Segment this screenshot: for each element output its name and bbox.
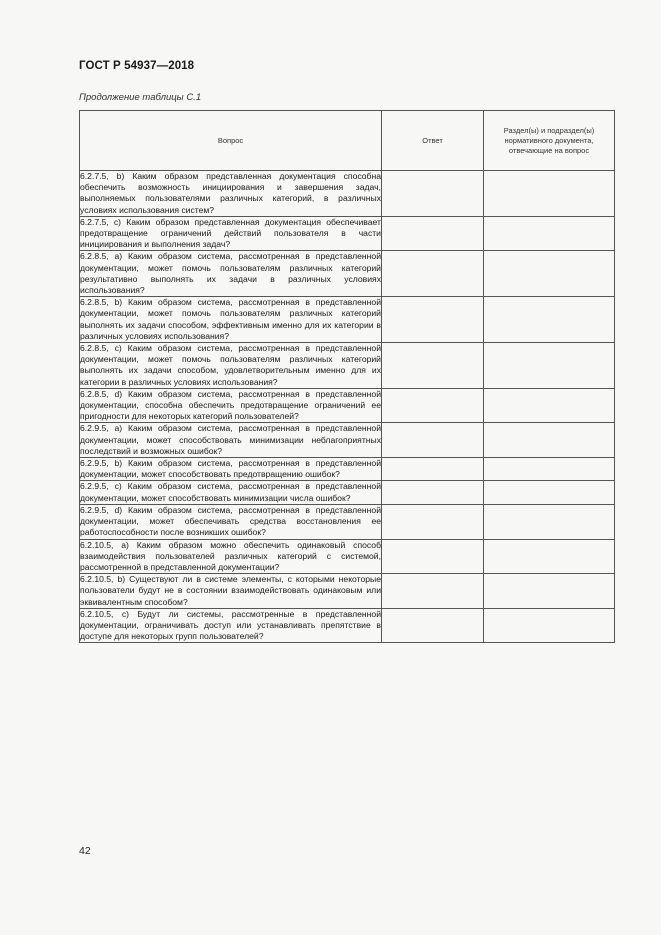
table-row	[80, 297, 615, 343]
question-cell: 6.2.8.5, d) Каким образом система, рассмотренная в представленной документации, способна обеспечить предотвращение ограничений ее пригодности для некоторых категорий пользователей?	[80, 388, 381, 422]
reference-cell[interactable]	[484, 251, 615, 297]
table-body	[80, 171, 615, 643]
question-cell: 6.2.10.5, a) Каким образом можно обеспечить одинаковый способ взаимодействия пользователей различных категорий с системой, рассмотренной в представленной документации?	[80, 539, 381, 572]
table-row	[80, 216, 615, 251]
table-row	[80, 458, 615, 481]
reference-cell[interactable]	[484, 504, 615, 539]
reference-cell[interactable]	[484, 481, 615, 504]
answer-cell[interactable]	[382, 343, 484, 389]
reference-cell[interactable]	[484, 297, 615, 343]
question-cell: 6.2.10.5, b) Существуют ли в системе элементы, с которыми некоторые пользователи будут не в состоянии взаимодействовать одинаковым или эквивалентным способом?	[80, 574, 381, 607]
answer-cell[interactable]	[382, 297, 484, 343]
answer-cell[interactable]	[382, 423, 484, 458]
reference-cell[interactable]	[484, 343, 615, 389]
answer-cell[interactable]	[382, 504, 484, 539]
reference-cell[interactable]	[484, 423, 615, 458]
reference-cell[interactable]	[484, 388, 615, 423]
question-cell: 6.2.9.5, a) Каким образом система, рассмотренная в представленной документации, может способствовать минимизации неблагоприятных последствий и возможных ошибок?	[80, 423, 381, 456]
answer-cell[interactable]	[382, 251, 484, 297]
document-title: ГОСТ Р 54937—2018	[79, 60, 195, 72]
answer-cell[interactable]	[382, 481, 484, 504]
answer-cell[interactable]	[382, 458, 484, 481]
question-cell: 6.2.9.5, c) Каким образом система, рассмотренная в представленной документации, может способствовать минимизации числа ошибок?	[80, 481, 381, 503]
table-row	[80, 423, 615, 458]
question-cell: 6.2.8.5, c) Каким образом система, рассмотренная в представленной документации, может помочь пользователям различных категорий выполнять их задачи способом, удовлетворительным именно для их категории в различных условиях использования?	[80, 343, 381, 387]
question-cell: 6.2.8.5, b) Каким образом система, рассмотренная в представленной документации, может помочь пользователям различных категорий выполнять их задачи способом, эффективным именно для их категории в различных условиях использования?	[80, 297, 381, 341]
table-row	[80, 481, 615, 504]
page-number: 42	[79, 845, 91, 857]
reference-cell[interactable]	[484, 574, 615, 609]
question-cell: 6.2.8.5, a) Каким образом система, рассмотренная в представленной документации, может помочь пользователям различных категорий результативно выполнять их задачи в различных условиях использования?	[80, 251, 381, 296]
table-caption: Продолжение таблицы С.1	[79, 92, 202, 103]
question-cell: 6.2.9.5, d) Каким образом система, рассмотренная в представленной документации, может обеспечивать средства восстановления ее работоспособности после возникших ошибок?	[80, 504, 381, 538]
answer-cell[interactable]	[382, 608, 484, 643]
question-cell: 6.2.7.5, c) Каким образом представленная документация обеспечивает предотвращение ограничений действий пользователя в части инициирования и выполнения задач?	[80, 216, 381, 250]
column-header-question: Вопрос	[80, 111, 382, 171]
question-cell: 6.2.7.5, b) Каким образом представленная документация способна обеспечить возможность инициирования и завершения задач, выполняемых пользователями различных категорий, в различных условиях использования систем?	[80, 171, 381, 215]
column-header-reference: Раздел(ы) и подраздел(ы) нормативного документа, отвечающие на вопрос	[484, 111, 615, 171]
reference-cell[interactable]	[484, 458, 615, 481]
answer-cell[interactable]	[382, 388, 484, 423]
answer-cell[interactable]	[382, 216, 484, 251]
column-header-answer: Ответ	[382, 111, 484, 171]
answer-cell[interactable]	[382, 539, 484, 574]
reference-cell[interactable]	[484, 216, 615, 251]
table-row	[80, 171, 615, 217]
reference-cell[interactable]	[484, 171, 615, 217]
question-cell: 6.2.9.5, b) Каким образом система, рассмотренная в представленной документации, может способствовать предотвращению ошибок?	[80, 458, 381, 480]
reference-cell[interactable]	[484, 539, 615, 574]
answer-cell[interactable]	[382, 574, 484, 609]
table-row	[80, 343, 615, 389]
reference-cell[interactable]	[484, 608, 615, 643]
table-row	[80, 608, 615, 643]
table-row	[80, 251, 615, 297]
table-row	[80, 539, 615, 574]
question-cell: 6.2.10.5, c) Будут ли системы, рассмотренные в представленной документации, ограничивать доступ или устанавливать препятствие в доступе для некоторых групп пользователей?	[80, 608, 381, 642]
questions-table	[79, 110, 615, 643]
table-row	[80, 574, 615, 609]
table-row	[80, 504, 615, 539]
table-row	[80, 388, 615, 423]
table-header-row	[80, 111, 615, 171]
answer-cell[interactable]	[382, 171, 484, 217]
